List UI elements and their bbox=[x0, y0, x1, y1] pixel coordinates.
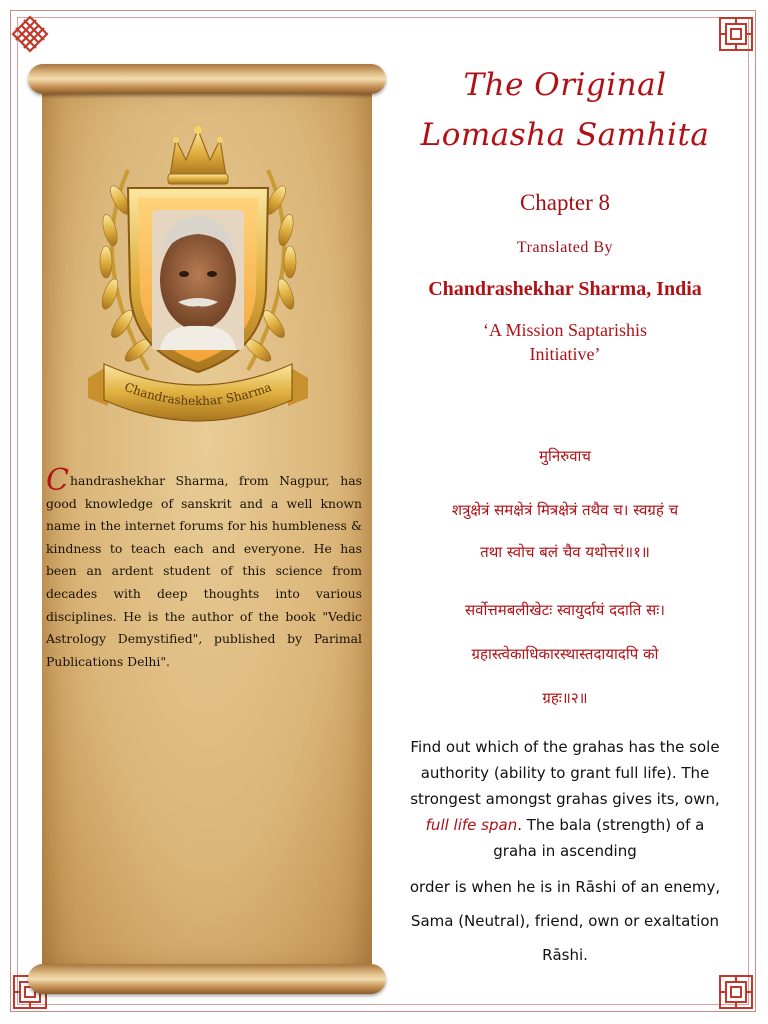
bio-text: handrashekhar Sharma, from Nagpur, has good knowledge of sanskrit and a well known name in the internet forums for his humbleness & kindness to teach each and everyone. He has been an ardent student of this science from decades with deep thoughts into various disciplines. He is the author of the book "Vedic Astrology Demystified", published by Parimal Publications Delhi". bbox=[46, 473, 362, 669]
translation-part-2: . The bala (strength) of a graha in ascending bbox=[493, 816, 705, 860]
title-line-2: Lomasha Samhita bbox=[420, 117, 710, 153]
chapter-heading: Chapter 8 bbox=[519, 190, 611, 215]
sanskrit-line-6: ग्रहः॥२॥ bbox=[542, 689, 588, 707]
sanskrit-line-5: ग्रहास्त्वेकाधिकारस्थास्तदायादपि को bbox=[471, 645, 659, 663]
scroll-rod-top bbox=[28, 64, 386, 94]
crown-icon bbox=[168, 126, 228, 184]
author-name: Chandrashekhar Sharma, India bbox=[428, 278, 702, 300]
sanskrit-line-4: सर्वोत्तमबलीखेटः स्वायुर्दायं ददाति सः। bbox=[465, 601, 665, 619]
title-line-1: The Original bbox=[463, 67, 667, 103]
mission-text bbox=[400, 318, 730, 366]
sanskrit-line-2: शत्रुक्षेत्रं समक्षेत्रं मित्रक्षेत्रं तथैव च। स्वग्रहं च bbox=[451, 501, 679, 519]
scroll-rod-bottom bbox=[28, 964, 386, 994]
translation-part-1: Find out which of the grahas has the sole authority (ability to grant full life). The strongest amongst grahas gives its, own, bbox=[410, 738, 720, 808]
author-emblem bbox=[68, 110, 328, 430]
sanskrit-line-3: तथा स्वोच बलं चैव यथोत्तरं॥१॥ bbox=[480, 543, 650, 561]
author-portrait bbox=[152, 210, 244, 350]
mission-line-1: ‘A Mission Saptarishis bbox=[482, 320, 647, 340]
translation-emphasis: full life span bbox=[425, 816, 518, 834]
bio-dropcap: C bbox=[46, 463, 69, 498]
title-block bbox=[400, 60, 730, 160]
meander-knot-icon bbox=[716, 972, 756, 1012]
mission-line-2: Initiative’ bbox=[529, 344, 601, 364]
endless-knot-icon bbox=[10, 14, 50, 54]
translation-part-3: order is when he is in Rāshi of an enemy, Sama (Neutral), friend, own or exaltation Rāshi. bbox=[409, 878, 721, 964]
translated-by: Translated By bbox=[516, 239, 614, 256]
sanskrit-line-1: मुनिरुवाच bbox=[539, 447, 591, 465]
author-bio bbox=[46, 463, 362, 673]
meander-knot-icon bbox=[716, 14, 756, 54]
ribbon-name: Chandrashekhar Sharma bbox=[122, 379, 274, 409]
english-translation bbox=[404, 734, 726, 972]
